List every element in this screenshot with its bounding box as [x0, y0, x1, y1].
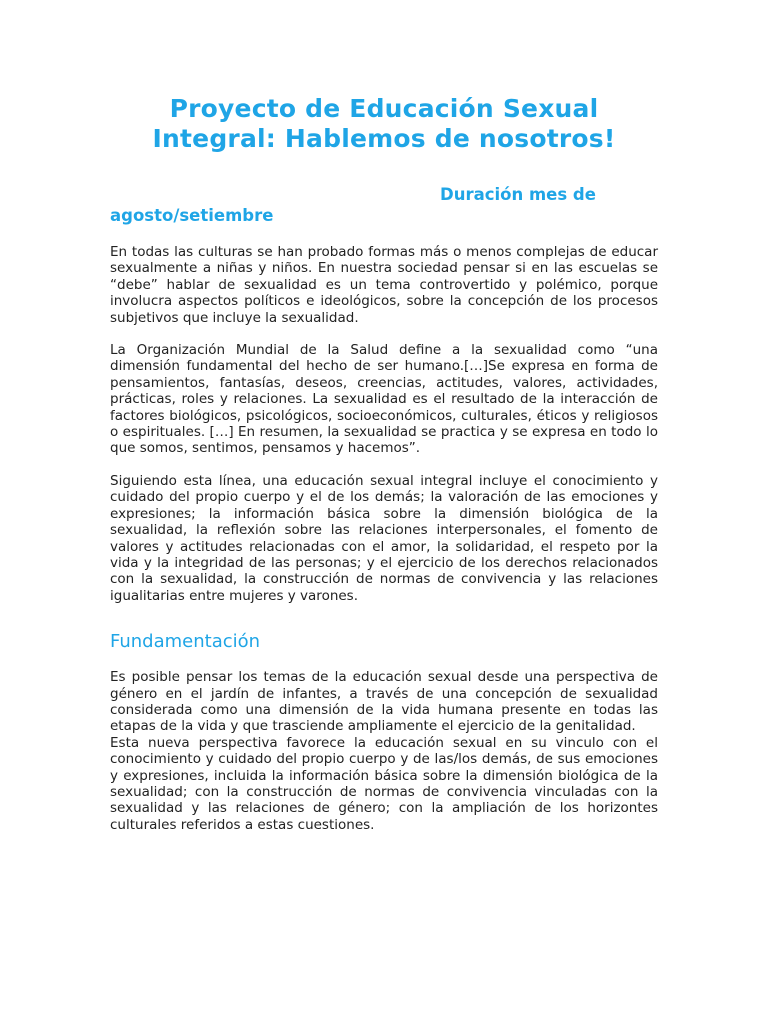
subtitle-period: agosto/setiembre — [110, 206, 274, 225]
section-paragraph-2: Esta nueva perspectiva favorece la educación sexual en su vinculo con el conocimiento y cuidado del propio cuerpo y de las/los demás, de sus emociones y expresiones, incluida la información básica sobre la dimensión biológica de la sexualidad; con la construcción de normas de convivencia vinculadas con la sexualidad y las relaciones de género; con la ampliación de los horizontes culturales referidos a estas cuestiones. — [110, 734, 658, 833]
section-paragraph-1: Es posible pensar los temas de la educación sexual desde una perspectiva de género en el jardín de infantes, a través de una concepción de sexualidad considerada como una dimensión de la vida humana presente en todas las etapas de la vida y que trasciende ampliamente el ejercicio de la genitalidad. — [110, 669, 658, 735]
subtitle-duration: Duración mes de — [440, 185, 596, 204]
section-heading-fundamentacion: Fundamentación — [110, 631, 261, 653]
document-title: Proyecto de Educación Sexual Integral: Hablemos de nosotros! — [152, 94, 616, 153]
intro-paragraph-1: En todas las culturas se han probado formas más o menos complejas de educar sexualmente a niñas y niños. En nuestra sociedad pensar si en las escuelas se “debe” hablar de sexualidad es un tema controvertido y polémico, porque involucra aspectos políticos e ideológicos, sobre la concepción de los procesos subjetivos que incluye la sexualidad. — [110, 244, 658, 326]
intro-paragraph-3: Siguiendo esta línea, una educación sexual integral incluye el conocimiento y cuidado del propio cuerpo y el de los demás; la valoración de las emociones y expresiones; la información básica sobre la dimensión biológica de la sexualidad, la reflexión sobre las relaciones interpersonales, el fomento de valores y actitudes relacionadas con el amor, la solidaridad, el respeto por la vida y la integridad de las personas; y el ejercicio de los derechos relacionados con la sexualidad, la construcción de normas de convivencia y las relaciones igualitarias entre mujeres y varones. — [110, 472, 658, 604]
intro-paragraph-2: La Organización Mundial de la Salud define a la sexualidad como “una dimensión fundamental del hecho de ser humano.[…]Se expresa en forma de pensamientos, fantasías, deseos, creencias, actitudes, valores, actividades, prácticas, roles y relaciones. La sexualidad es el resultado de la interacción de factores biológicos, psicológicos, socioeconómicos, culturales, éticos y religiosos o espirituales. […] En resumen, la sexualidad se practica y se expresa en todo lo que somos, sentimos, pensamos y hacemos”. — [110, 342, 658, 457]
document-subtitle — [110, 184, 658, 226]
